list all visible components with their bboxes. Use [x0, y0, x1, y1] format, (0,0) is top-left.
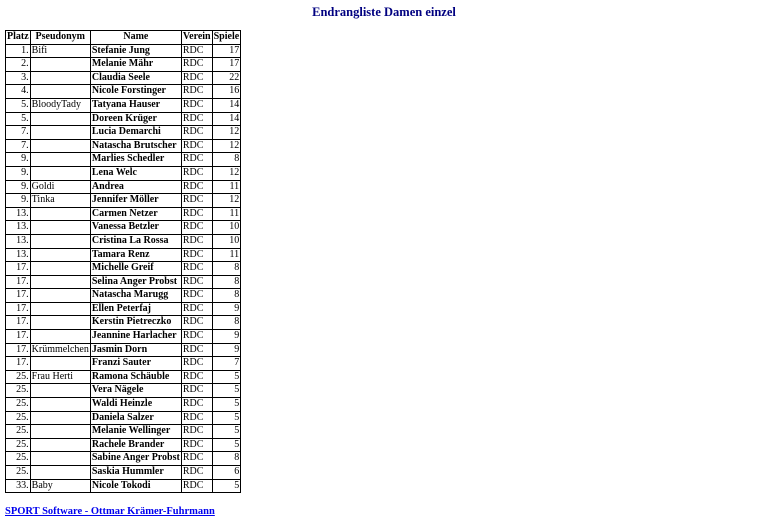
cell-verein: RDC [181, 357, 212, 371]
cell-name: Natascha Marugg [90, 289, 181, 303]
cell-pseudonym [30, 112, 90, 126]
cell-platz: 9. [6, 166, 31, 180]
page-title: Endrangliste Damen einzel [312, 5, 456, 19]
cell-platz: 9. [6, 180, 31, 194]
cell-verein: RDC [181, 289, 212, 303]
header-spiele: Spiele [212, 31, 241, 45]
cell-name: Kerstin Pietreczko [90, 316, 181, 330]
cell-name: Andrea [90, 180, 181, 194]
table-row [6, 302, 241, 316]
cell-pseudonym [30, 466, 90, 480]
table-row [6, 384, 241, 398]
footer-link[interactable]: SPORT Software - Ottmar Krämer-Fuhrmann [5, 506, 215, 517]
table-row [6, 425, 241, 439]
cell-pseudonym [30, 221, 90, 235]
table-row [6, 207, 241, 221]
cell-platz: 4. [6, 85, 31, 99]
table-row [6, 330, 241, 344]
cell-name: Ellen Peterfaj [90, 302, 181, 316]
table-row [6, 466, 241, 480]
cell-name: Michelle Greif [90, 262, 181, 276]
cell-spiele: 12 [212, 139, 241, 153]
cell-name: Rachele Brander [90, 438, 181, 452]
cell-spiele: 10 [212, 234, 241, 248]
cell-spiele: 8 [212, 262, 241, 276]
table-row [6, 194, 241, 208]
cell-verein: RDC [181, 330, 212, 344]
table-row [6, 44, 241, 58]
cell-pseudonym [30, 248, 90, 262]
cell-verein: RDC [181, 479, 212, 493]
cell-pseudonym [30, 275, 90, 289]
cell-name: Lena Welc [90, 166, 181, 180]
cell-pseudonym [30, 207, 90, 221]
cell-platz: 25. [6, 370, 31, 384]
cell-spiele: 5 [212, 384, 241, 398]
cell-name: Jennifer Möller [90, 194, 181, 208]
cell-platz: 7. [6, 126, 31, 140]
cell-pseudonym [30, 262, 90, 276]
cell-verein: RDC [181, 126, 212, 140]
cell-platz: 9. [6, 194, 31, 208]
cell-verein: RDC [181, 44, 212, 58]
table-row [6, 139, 241, 153]
cell-pseudonym: Tinka [30, 194, 90, 208]
cell-name: Tamara Renz [90, 248, 181, 262]
table-row [6, 479, 241, 493]
cell-verein: RDC [181, 85, 212, 99]
cell-platz: 13. [6, 221, 31, 235]
table-row [6, 438, 241, 452]
cell-name: Melanie Mähr [90, 58, 181, 72]
table-row [6, 98, 241, 112]
cell-name: Vanessa Betzler [90, 221, 181, 235]
cell-platz: 17. [6, 275, 31, 289]
cell-pseudonym [30, 357, 90, 371]
cell-platz: 17. [6, 289, 31, 303]
cell-verein: RDC [181, 370, 212, 384]
cell-verein: RDC [181, 221, 212, 235]
cell-pseudonym [30, 384, 90, 398]
cell-verein: RDC [181, 194, 212, 208]
table-header-row [6, 31, 241, 45]
cell-verein: RDC [181, 262, 212, 276]
cell-platz: 25. [6, 384, 31, 398]
cell-verein: RDC [181, 166, 212, 180]
cell-name: Vera Nägele [90, 384, 181, 398]
cell-name: Lucia Demarchi [90, 126, 181, 140]
cell-platz: 5. [6, 112, 31, 126]
cell-verein: RDC [181, 248, 212, 262]
cell-verein: RDC [181, 275, 212, 289]
cell-verein: RDC [181, 411, 212, 425]
cell-platz: 17. [6, 262, 31, 276]
cell-pseudonym: BloodyTady [30, 98, 90, 112]
cell-pseudonym [30, 438, 90, 452]
table-row [6, 357, 241, 371]
cell-pseudonym [30, 330, 90, 344]
cell-platz: 17. [6, 357, 31, 371]
table-row [6, 85, 241, 99]
table-row [6, 343, 241, 357]
header-verein: Verein [181, 31, 212, 45]
cell-spiele: 9 [212, 302, 241, 316]
table-row [6, 248, 241, 262]
cell-pseudonym [30, 425, 90, 439]
cell-platz: 17. [6, 343, 31, 357]
cell-name: Claudia Seele [90, 71, 181, 85]
table-row [6, 58, 241, 72]
cell-platz: 25. [6, 466, 31, 480]
cell-pseudonym [30, 398, 90, 412]
cell-name: Cristina La Rossa [90, 234, 181, 248]
cell-spiele: 11 [212, 180, 241, 194]
cell-pseudonym: Frau Herti [30, 370, 90, 384]
cell-verein: RDC [181, 98, 212, 112]
cell-name: Tatyana Hauser [90, 98, 181, 112]
cell-verein: RDC [181, 153, 212, 167]
table-row [6, 316, 241, 330]
cell-spiele: 8 [212, 452, 241, 466]
cell-pseudonym [30, 234, 90, 248]
cell-platz: 33. [6, 479, 31, 493]
cell-spiele: 11 [212, 248, 241, 262]
cell-pseudonym [30, 153, 90, 167]
cell-platz: 7. [6, 139, 31, 153]
cell-spiele: 8 [212, 289, 241, 303]
cell-spiele: 11 [212, 207, 241, 221]
cell-pseudonym [30, 71, 90, 85]
cell-spiele: 6 [212, 466, 241, 480]
cell-spiele: 17 [212, 58, 241, 72]
cell-spiele: 8 [212, 275, 241, 289]
table-row [6, 275, 241, 289]
header-pseudonym: Pseudonym [30, 31, 90, 45]
ranking-table [5, 30, 241, 493]
cell-spiele: 17 [212, 44, 241, 58]
table-row [6, 452, 241, 466]
cell-spiele: 10 [212, 221, 241, 235]
cell-verein: RDC [181, 316, 212, 330]
cell-platz: 25. [6, 438, 31, 452]
cell-platz: 25. [6, 411, 31, 425]
cell-spiele: 12 [212, 166, 241, 180]
cell-spiele: 12 [212, 194, 241, 208]
cell-name: Stefanie Jung [90, 44, 181, 58]
cell-name: Natascha Brutscher [90, 139, 181, 153]
cell-verein: RDC [181, 180, 212, 194]
cell-spiele: 22 [212, 71, 241, 85]
cell-verein: RDC [181, 466, 212, 480]
cell-name: Waldi Heinzle [90, 398, 181, 412]
cell-name: Sabine Anger Probst [90, 452, 181, 466]
cell-spiele: 14 [212, 98, 241, 112]
cell-pseudonym [30, 166, 90, 180]
cell-verein: RDC [181, 343, 212, 357]
cell-name: Daniela Salzer [90, 411, 181, 425]
table-row [6, 234, 241, 248]
table-row [6, 126, 241, 140]
cell-verein: RDC [181, 438, 212, 452]
table-row [6, 166, 241, 180]
cell-pseudonym [30, 126, 90, 140]
cell-platz: 13. [6, 234, 31, 248]
cell-platz: 3. [6, 71, 31, 85]
cell-name: Doreen Krüger [90, 112, 181, 126]
cell-platz: 13. [6, 248, 31, 262]
cell-platz: 9. [6, 153, 31, 167]
cell-spiele: 14 [212, 112, 241, 126]
cell-pseudonym [30, 316, 90, 330]
cell-verein: RDC [181, 207, 212, 221]
ranking-body [6, 44, 241, 493]
cell-name: Nicole Tokodi [90, 479, 181, 493]
cell-platz: 5. [6, 98, 31, 112]
cell-name: Jeannine Harlacher [90, 330, 181, 344]
cell-spiele: 9 [212, 343, 241, 357]
cell-name: Franzi Sauter [90, 357, 181, 371]
cell-platz: 1. [6, 44, 31, 58]
cell-verein: RDC [181, 398, 212, 412]
cell-platz: 2. [6, 58, 31, 72]
cell-pseudonym [30, 139, 90, 153]
cell-verein: RDC [181, 384, 212, 398]
cell-pseudonym [30, 289, 90, 303]
table-row [6, 289, 241, 303]
cell-pseudonym [30, 411, 90, 425]
cell-spiele: 8 [212, 316, 241, 330]
cell-spiele: 8 [212, 153, 241, 167]
cell-name: Jasmin Dorn [90, 343, 181, 357]
table-row [6, 180, 241, 194]
header-platz: Platz [6, 31, 31, 45]
cell-platz: 17. [6, 330, 31, 344]
cell-name: Ramona Schäuble [90, 370, 181, 384]
cell-name: Nicole Forstinger [90, 85, 181, 99]
cell-platz: 13. [6, 207, 31, 221]
cell-name: Carmen Netzer [90, 207, 181, 221]
table-row [6, 411, 241, 425]
header-name: Name [90, 31, 181, 45]
cell-pseudonym: Baby [30, 479, 90, 493]
cell-name: Melanie Wellinger [90, 425, 181, 439]
cell-spiele: 5 [212, 479, 241, 493]
cell-verein: RDC [181, 139, 212, 153]
cell-spiele: 5 [212, 398, 241, 412]
cell-name: Selina Anger Probst [90, 275, 181, 289]
cell-verein: RDC [181, 234, 212, 248]
cell-verein: RDC [181, 452, 212, 466]
cell-pseudonym: Goldi [30, 180, 90, 194]
cell-spiele: 7 [212, 357, 241, 371]
table-row [6, 71, 241, 85]
cell-name: Saskia Hummler [90, 466, 181, 480]
cell-spiele: 5 [212, 438, 241, 452]
cell-platz: 25. [6, 452, 31, 466]
cell-pseudonym: Bifi [30, 44, 90, 58]
cell-platz: 25. [6, 398, 31, 412]
cell-verein: RDC [181, 302, 212, 316]
table-row [6, 221, 241, 235]
cell-spiele: 12 [212, 126, 241, 140]
cell-platz: 17. [6, 302, 31, 316]
cell-pseudonym [30, 85, 90, 99]
cell-spiele: 16 [212, 85, 241, 99]
table-row [6, 262, 241, 276]
cell-verein: RDC [181, 425, 212, 439]
cell-platz: 25. [6, 425, 31, 439]
cell-spiele: 5 [212, 425, 241, 439]
table-row [6, 112, 241, 126]
cell-name: Marlies Schedler [90, 153, 181, 167]
table-row [6, 153, 241, 167]
cell-verein: RDC [181, 71, 212, 85]
cell-platz: 17. [6, 316, 31, 330]
cell-verein: RDC [181, 112, 212, 126]
cell-pseudonym [30, 452, 90, 466]
cell-pseudonym [30, 58, 90, 72]
cell-verein: RDC [181, 58, 212, 72]
cell-spiele: 5 [212, 411, 241, 425]
cell-pseudonym [30, 302, 90, 316]
table-row [6, 398, 241, 412]
cell-pseudonym: Krümmelchen [30, 343, 90, 357]
cell-spiele: 9 [212, 330, 241, 344]
table-row [6, 370, 241, 384]
cell-spiele: 5 [212, 370, 241, 384]
